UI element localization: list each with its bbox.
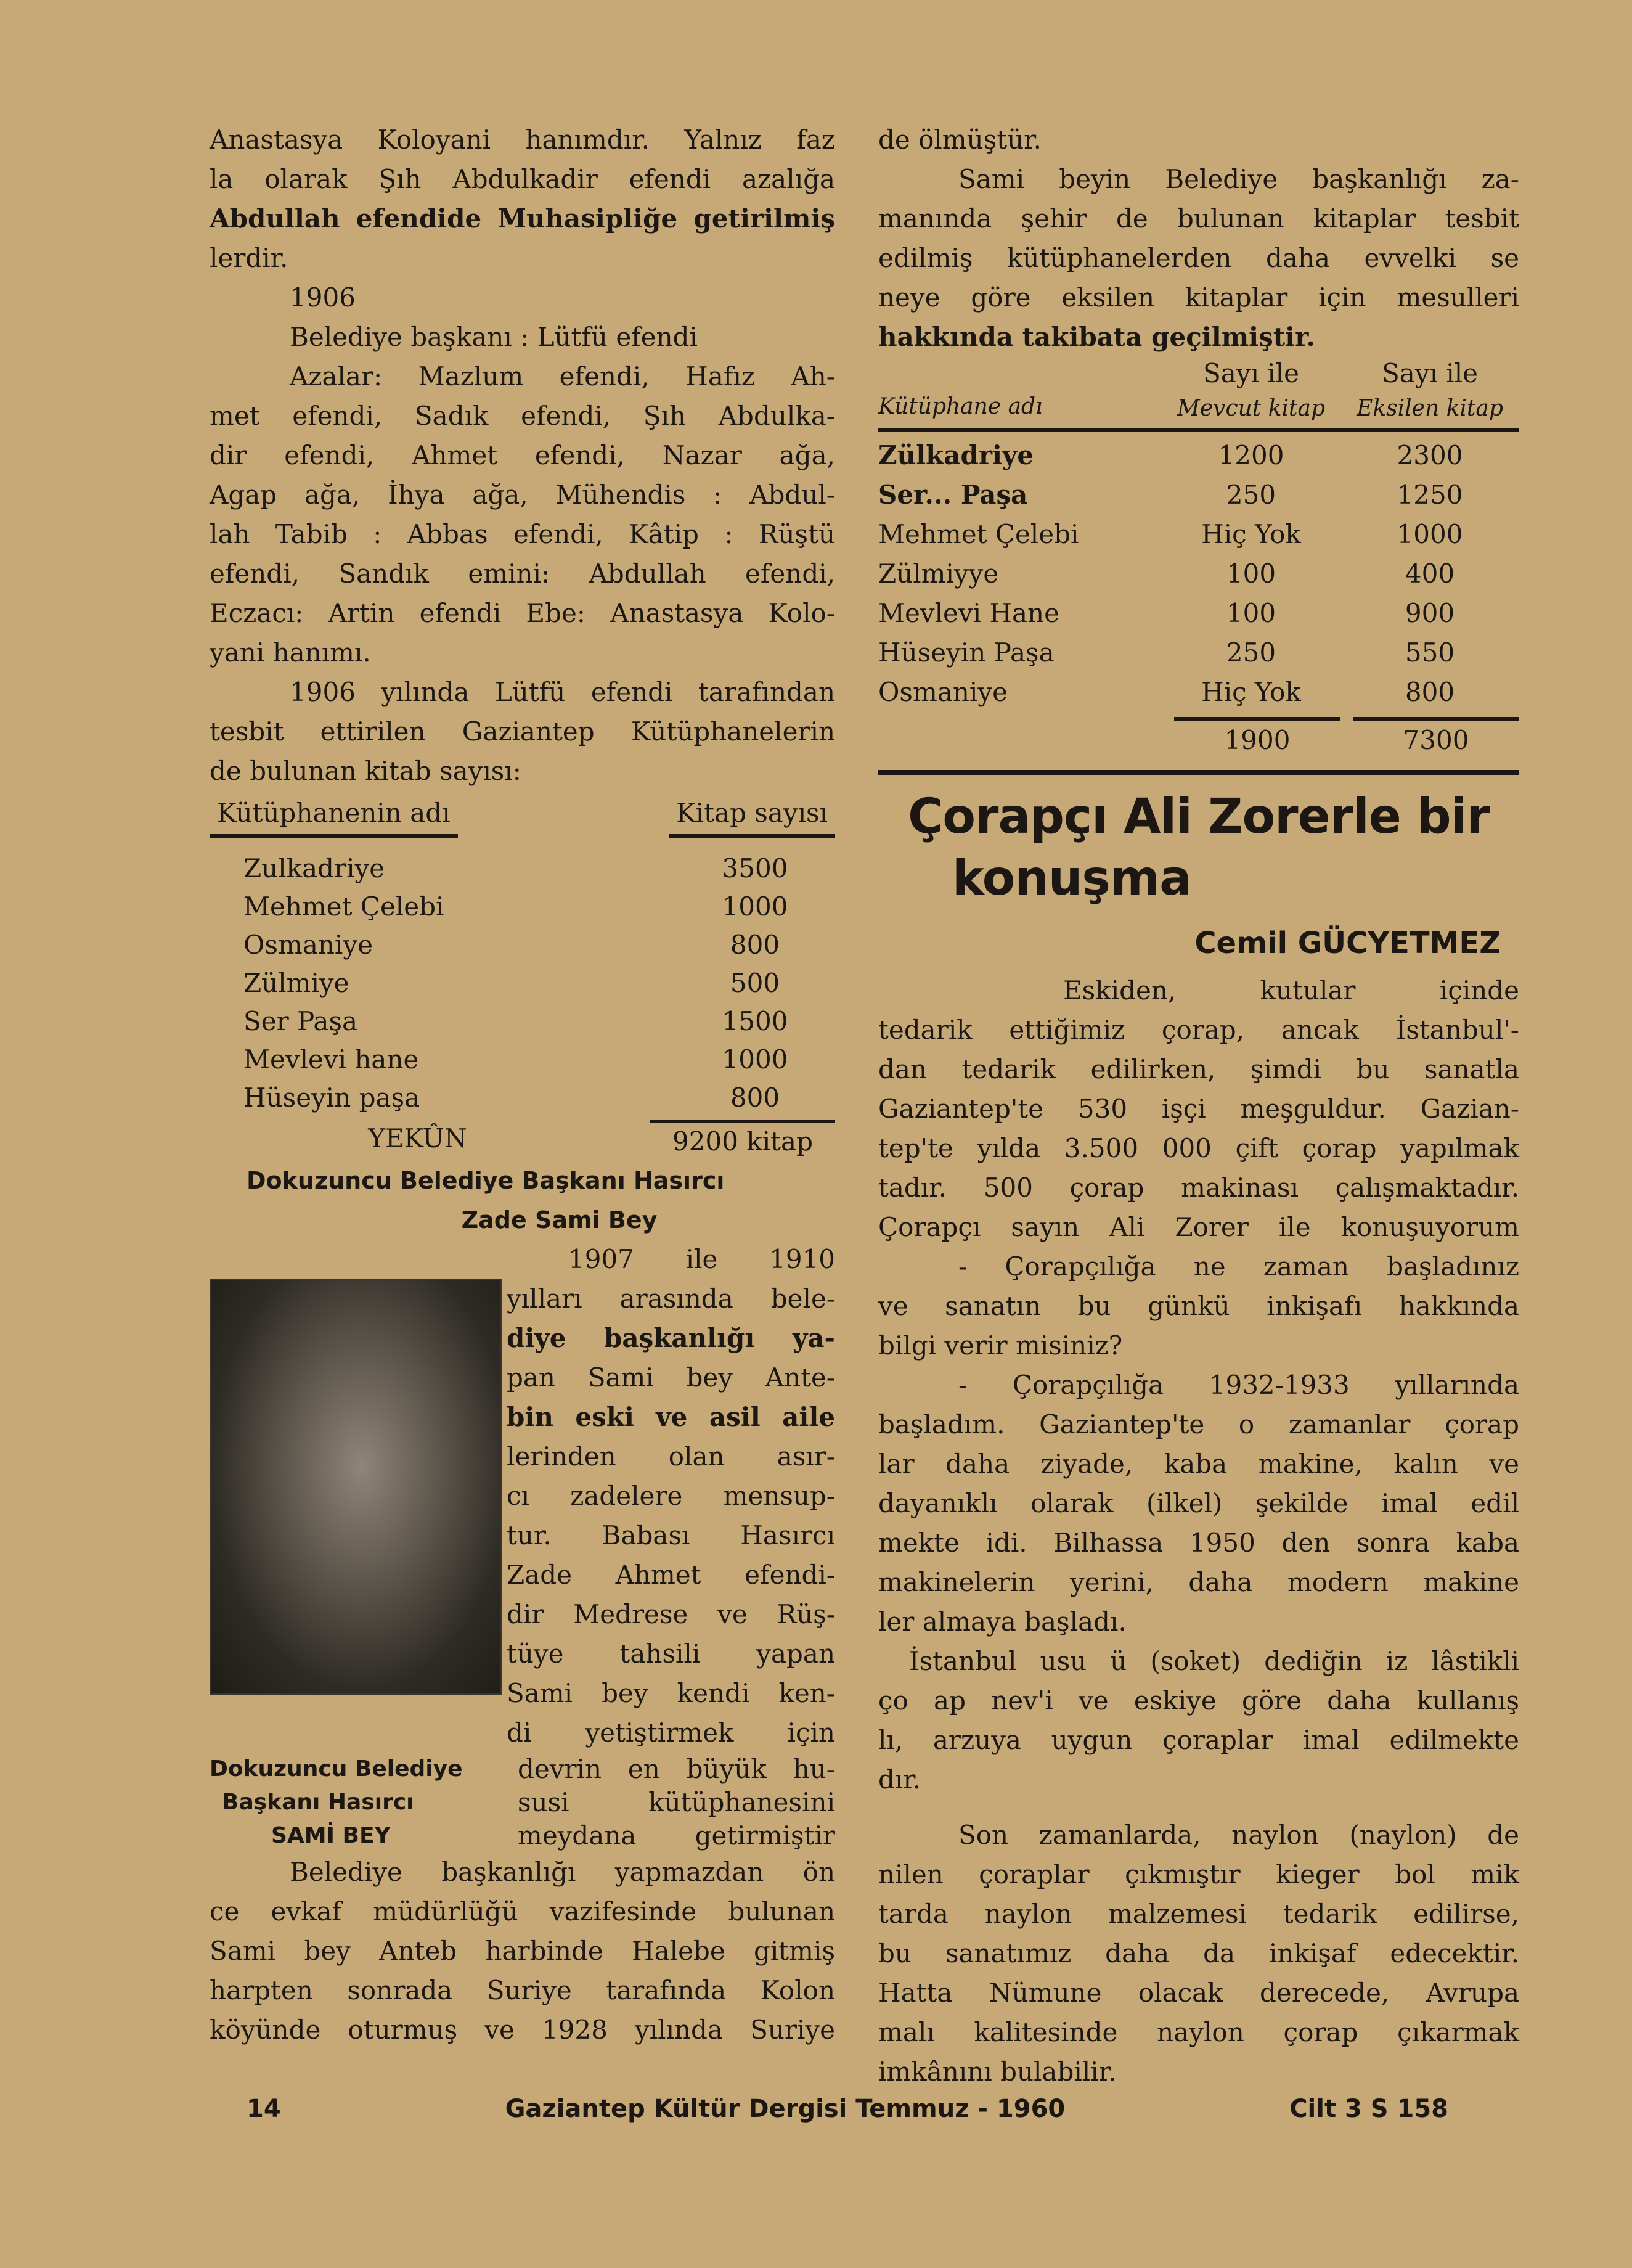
text-line: devrin en büyük hu- bbox=[518, 1754, 835, 1784]
text-line: bilgi verir misiniz? bbox=[878, 1330, 1123, 1361]
right-column bbox=[878, 120, 1519, 2092]
library-table-1906 bbox=[210, 795, 835, 1161]
column-header: Mevcut kitap bbox=[1177, 396, 1326, 421]
text-line: ler almaya başladı. bbox=[878, 1607, 1127, 1637]
text-line: Zade Sami Bey bbox=[461, 1206, 658, 1234]
table-row bbox=[210, 926, 835, 964]
text-line: Sami bey kendi ken- bbox=[507, 1678, 835, 1708]
table-cell: 500 bbox=[730, 968, 780, 998]
total-value: 1900 bbox=[1174, 717, 1340, 760]
table-cell: 250 bbox=[1226, 480, 1276, 510]
text-line: Anastasya Koloyani hanımdır. Yalnız faz bbox=[210, 125, 835, 155]
text-line: köyünde oturmuş ve 1928 yılında Suriye bbox=[210, 2015, 835, 2045]
left-column bbox=[210, 120, 835, 2050]
table-cell: Mevlevi hane bbox=[243, 1044, 419, 1075]
table-cell: Hiç Yok bbox=[1201, 519, 1301, 549]
photo-caption bbox=[210, 1753, 518, 1852]
text-line: İstanbul usu ü (soket) dediğin iz lâstikli bbox=[909, 1646, 1519, 1676]
headline-line: konuşma bbox=[952, 851, 1191, 906]
text-line: ço ap nev'i ve eskiye göre daha kullanış bbox=[878, 1685, 1519, 1716]
text-line: neye göre eksilen kitaplar için mesulleri bbox=[878, 282, 1519, 313]
text-line: tesbit ettirilen Gaziantep Kütüphanelerin bbox=[210, 716, 835, 747]
text-line: Abdullah efendide Muhasipliğe getirilmiş bbox=[210, 203, 835, 234]
text-line: harpten sonrada Suriye tarafında Kolon bbox=[210, 1975, 835, 2005]
table-cell: Osmaniye bbox=[243, 930, 373, 960]
caption-section bbox=[210, 1753, 835, 1852]
table-cell: 800 bbox=[730, 930, 780, 960]
table-cell: 1500 bbox=[722, 1006, 788, 1036]
text-line: Çorapçı sayın Ali Zorer ile konuşuyorum bbox=[878, 1212, 1519, 1242]
table-row bbox=[210, 964, 835, 1002]
table-header bbox=[210, 795, 835, 838]
text-line: 1907 ile 1910 bbox=[568, 1244, 835, 1274]
page-footer bbox=[247, 2095, 1448, 2123]
text-line: cı zadelere mensup- bbox=[507, 1481, 835, 1511]
text-line: Hatta Nümune olacak derecede, Avrupa bbox=[878, 1978, 1519, 2008]
table-cell: Mevlevi Hane bbox=[878, 598, 1059, 628]
table-cell: Hüseyin Paşa bbox=[878, 637, 1055, 668]
author-byline: Cemil GÜCYETMEZ bbox=[1194, 926, 1501, 960]
table-cell: 800 bbox=[1405, 677, 1455, 707]
article-headline bbox=[878, 786, 1519, 909]
text-line: bu sanatımız daha da inkişaf edecektir. bbox=[878, 1938, 1519, 1968]
section-divider bbox=[878, 770, 1519, 775]
table-row bbox=[878, 436, 1519, 475]
text-line: tedarik ettiğimiz çorap, ancak İstanbul'- bbox=[878, 1015, 1519, 1045]
photo-side-text bbox=[507, 1240, 835, 1753]
table-cell: Mehmet Çelebi bbox=[878, 519, 1079, 549]
table-cell: Zülmiye bbox=[243, 968, 349, 998]
table-cell: Zülmiyye bbox=[878, 559, 999, 589]
table-cell: 100 bbox=[1226, 559, 1276, 589]
answer-paragraph bbox=[878, 1642, 1519, 1799]
column-header: Sayı ile bbox=[1381, 358, 1479, 388]
table-header-top bbox=[878, 357, 1519, 390]
text-line: Agap ağa, İhya ağa, Mühendis : Abdul- bbox=[210, 480, 835, 510]
year-heading: 1906 bbox=[290, 282, 356, 313]
text-line: diye başkanlığı ya- bbox=[507, 1323, 835, 1353]
table-cell: 250 bbox=[1226, 637, 1276, 668]
table-cell: 800 bbox=[730, 1083, 780, 1113]
text-line: Zade Ahmet efendi- bbox=[507, 1560, 835, 1590]
table-cell: Ser... Paşa bbox=[878, 480, 1028, 510]
text-line: dir Medrese ve Rüş- bbox=[507, 1599, 835, 1629]
text-line: - Çorapçılığa ne zaman başladınız bbox=[958, 1251, 1519, 1282]
paragraph-tesbit bbox=[210, 673, 835, 791]
table-cell: Hüseyin paşa bbox=[243, 1083, 420, 1113]
column-header: Eksilen kitap bbox=[1357, 396, 1503, 421]
text-line: Belediye başkanı : Lütfü efendi bbox=[290, 322, 698, 352]
table-cell: 550 bbox=[1405, 637, 1455, 668]
column-header: Kütüphanenin adı bbox=[210, 795, 458, 838]
table-total bbox=[210, 1120, 835, 1161]
text-line: Eczacı: Artin efendi Ebe: Anastasya Kolo- bbox=[210, 598, 835, 628]
library-table-comparison bbox=[878, 357, 1519, 760]
text-line: Sami beyin Belediye başkanlığı za- bbox=[958, 164, 1519, 194]
table-row bbox=[210, 1002, 835, 1041]
photo-section bbox=[210, 1240, 835, 1753]
total-value: 9200 kitap bbox=[650, 1120, 835, 1161]
text-line: de ölmüştür. bbox=[878, 125, 1042, 155]
table-cell: 1000 bbox=[722, 891, 788, 922]
table-row bbox=[210, 1041, 835, 1079]
headline-line: Çorapçı Ali Zorerle bir bbox=[908, 789, 1490, 845]
text-line: edilmiş kütüphanelerden daha evvelki se bbox=[878, 243, 1519, 273]
text-line: nilen çoraplar çıkmıştır kieger bol mik bbox=[878, 1859, 1519, 1889]
text-line: Dokuzuncu Belediye Başkanı Hasırcı bbox=[247, 1167, 725, 1194]
right-intro bbox=[878, 120, 1519, 357]
text-line: lerdir. bbox=[210, 243, 288, 273]
table-cell: 3500 bbox=[722, 853, 788, 883]
table-row bbox=[878, 554, 1519, 594]
table-cell: 1200 bbox=[1218, 440, 1284, 470]
text-line: Eskiden, kutular içinde bbox=[1063, 975, 1519, 1005]
table-cell: 1250 bbox=[1397, 480, 1463, 510]
text-line: 1906 yılında Lütfü efendi tarafından bbox=[290, 677, 835, 707]
table-cell: Osmaniye bbox=[878, 677, 1008, 707]
text-line: la olarak Şıh Abdulkadir efendi azalığa bbox=[210, 164, 835, 194]
question-paragraph bbox=[878, 1247, 1519, 1365]
table-cell: Ser Paşa bbox=[243, 1006, 358, 1036]
text-line: lah Tabib : Abbas efendi, Kâtip : Rüştü bbox=[210, 519, 835, 549]
total-label: YEKÛN bbox=[368, 1123, 467, 1153]
text-line: Sami bey Anteb harbinde Halebe gitmiş bbox=[210, 1936, 835, 1966]
table-cell: 1000 bbox=[722, 1044, 788, 1075]
text-line: mekte idi. Bilhassa 1950 den sonra kaba bbox=[878, 1528, 1519, 1558]
table-cell: Mehmet Çelebi bbox=[243, 891, 444, 922]
table-cell: 2300 bbox=[1397, 440, 1463, 470]
text-line: - Çorapçılığa 1932-1933 yıllarında bbox=[958, 1370, 1519, 1400]
paragraph-1906 bbox=[210, 317, 835, 673]
table-cell: Hiç Yok bbox=[1201, 677, 1301, 707]
article-paragraph bbox=[878, 971, 1519, 1247]
text-line: hakkında takibata geçilmiştir. bbox=[878, 322, 1315, 352]
volume-info: Cilt 3 S 158 bbox=[1289, 2095, 1448, 2123]
table-row bbox=[878, 475, 1519, 515]
text-line: dan tedarik edilirken, şimdi bu sanatla bbox=[878, 1054, 1519, 1084]
table-row bbox=[878, 594, 1519, 633]
column-header: Sayı ile bbox=[1202, 358, 1300, 388]
table-row bbox=[210, 888, 835, 926]
table-cell: Zulkadriye bbox=[243, 853, 385, 883]
table-header bbox=[878, 390, 1519, 425]
caption-side-text bbox=[518, 1753, 835, 1852]
caption-line: Dokuzuncu Belediye bbox=[210, 1756, 463, 1782]
journal-title: Gaziantep Kültür Dergisi Temmuz - 1960 bbox=[505, 2095, 1066, 2123]
text-line: tarda naylon malzemesi tedarik edilirse, bbox=[878, 1899, 1519, 1929]
text-line: meydana getirmiştir bbox=[518, 1820, 835, 1851]
text-line: di yetiştirmek için bbox=[507, 1717, 835, 1748]
answer-paragraph bbox=[878, 1365, 1519, 1642]
answer-paragraph bbox=[878, 1816, 1519, 2092]
table-row bbox=[878, 673, 1519, 712]
intro-paragraph bbox=[210, 120, 835, 278]
column-header: Kitap sayısı bbox=[669, 795, 835, 838]
table-cell: 1000 bbox=[1397, 519, 1463, 549]
text-line: lar daha ziyade, kaba makine, kalın ve bbox=[878, 1449, 1519, 1479]
text-line: bin eski ve asil aile bbox=[507, 1402, 835, 1432]
caption-line: SAMİ BEY bbox=[271, 1823, 391, 1848]
table-cell: Zülkadriye bbox=[878, 440, 1034, 470]
text-line: yani hanımı. bbox=[210, 637, 371, 668]
text-line: tüye tahsili yapan bbox=[507, 1639, 835, 1669]
table-cell: 100 bbox=[1226, 598, 1276, 628]
table-row bbox=[210, 1079, 835, 1117]
text-line: met efendi, Sadık efendi, Şıh Abdulka- bbox=[210, 401, 835, 431]
table-rule bbox=[878, 428, 1519, 432]
table-cell: 400 bbox=[1405, 559, 1455, 589]
portrait-photo bbox=[210, 1279, 502, 1695]
text-line: tur. Babası Hasırcı bbox=[507, 1520, 835, 1550]
text-line: dayanıklı olarak (ilkel) şekilde imal edil bbox=[878, 1488, 1519, 1518]
text-line: başladım. Gaziantep'te o zamanlar çorap bbox=[878, 1409, 1519, 1439]
text-line: imkânını bulabilir. bbox=[878, 2057, 1117, 2087]
table-total bbox=[878, 717, 1519, 760]
text-line: tep'te yılda 3.500 000 çift çorap yapılmak bbox=[878, 1133, 1519, 1163]
text-line: ce evkaf müdürlüğü vazifesinde bulunan bbox=[210, 1896, 835, 1926]
text-line: Belediye başkanlığı yapmazdan ön bbox=[290, 1857, 835, 1887]
table-row bbox=[878, 633, 1519, 673]
table-cell: 900 bbox=[1405, 598, 1455, 628]
total-value: 7300 bbox=[1353, 717, 1519, 760]
text-line: Azalar: Mazlum efendi, Hafız Ah- bbox=[290, 361, 835, 391]
text-line: Gaziantep'te 530 işçi meşguldur. Gazian- bbox=[878, 1094, 1519, 1124]
text-line: de bulunan kitab sayısı: bbox=[210, 756, 521, 786]
text-line: makinelerin yerini, daha modern makine bbox=[878, 1567, 1519, 1597]
text-line: yılları arasında bele- bbox=[507, 1283, 835, 1314]
text-line: malı kalitesinde naylon çorap çıkarmak bbox=[878, 2017, 1519, 2047]
text-line: dır. bbox=[878, 1764, 921, 1795]
text-line: tadır. 500 çorap makinası çalışmaktadır. bbox=[878, 1173, 1519, 1203]
closing-paragraph bbox=[210, 1852, 835, 2050]
column-header: Kütüphane adı bbox=[878, 394, 1043, 419]
sami-title bbox=[210, 1161, 835, 1240]
table-row bbox=[210, 849, 835, 888]
page-number: 14 bbox=[247, 2095, 281, 2123]
text-line: susi kütüphanesini bbox=[518, 1787, 835, 1817]
text-line: dir efendi, Ahmet efendi, Nazar ağa, bbox=[210, 440, 835, 470]
text-line: ve sanatın bu günkü inkişafı hakkında bbox=[878, 1291, 1519, 1321]
caption-line: Başkanı Hasırcı bbox=[222, 1790, 414, 1815]
text-line: pan Sami bey Ante- bbox=[507, 1362, 835, 1393]
text-line: manında şehir de bulunan kitaplar tesbit bbox=[878, 203, 1519, 234]
text-line: Son zamanlarda, naylon (naylon) de bbox=[958, 1820, 1519, 1850]
text-line: lı, arzuya uygun çoraplar imal edilmekte bbox=[878, 1725, 1519, 1755]
text-line: efendi, Sandık emini: Abdullah efendi, bbox=[210, 559, 835, 589]
table-row bbox=[878, 515, 1519, 554]
text-line: lerinden olan asır- bbox=[507, 1441, 835, 1472]
